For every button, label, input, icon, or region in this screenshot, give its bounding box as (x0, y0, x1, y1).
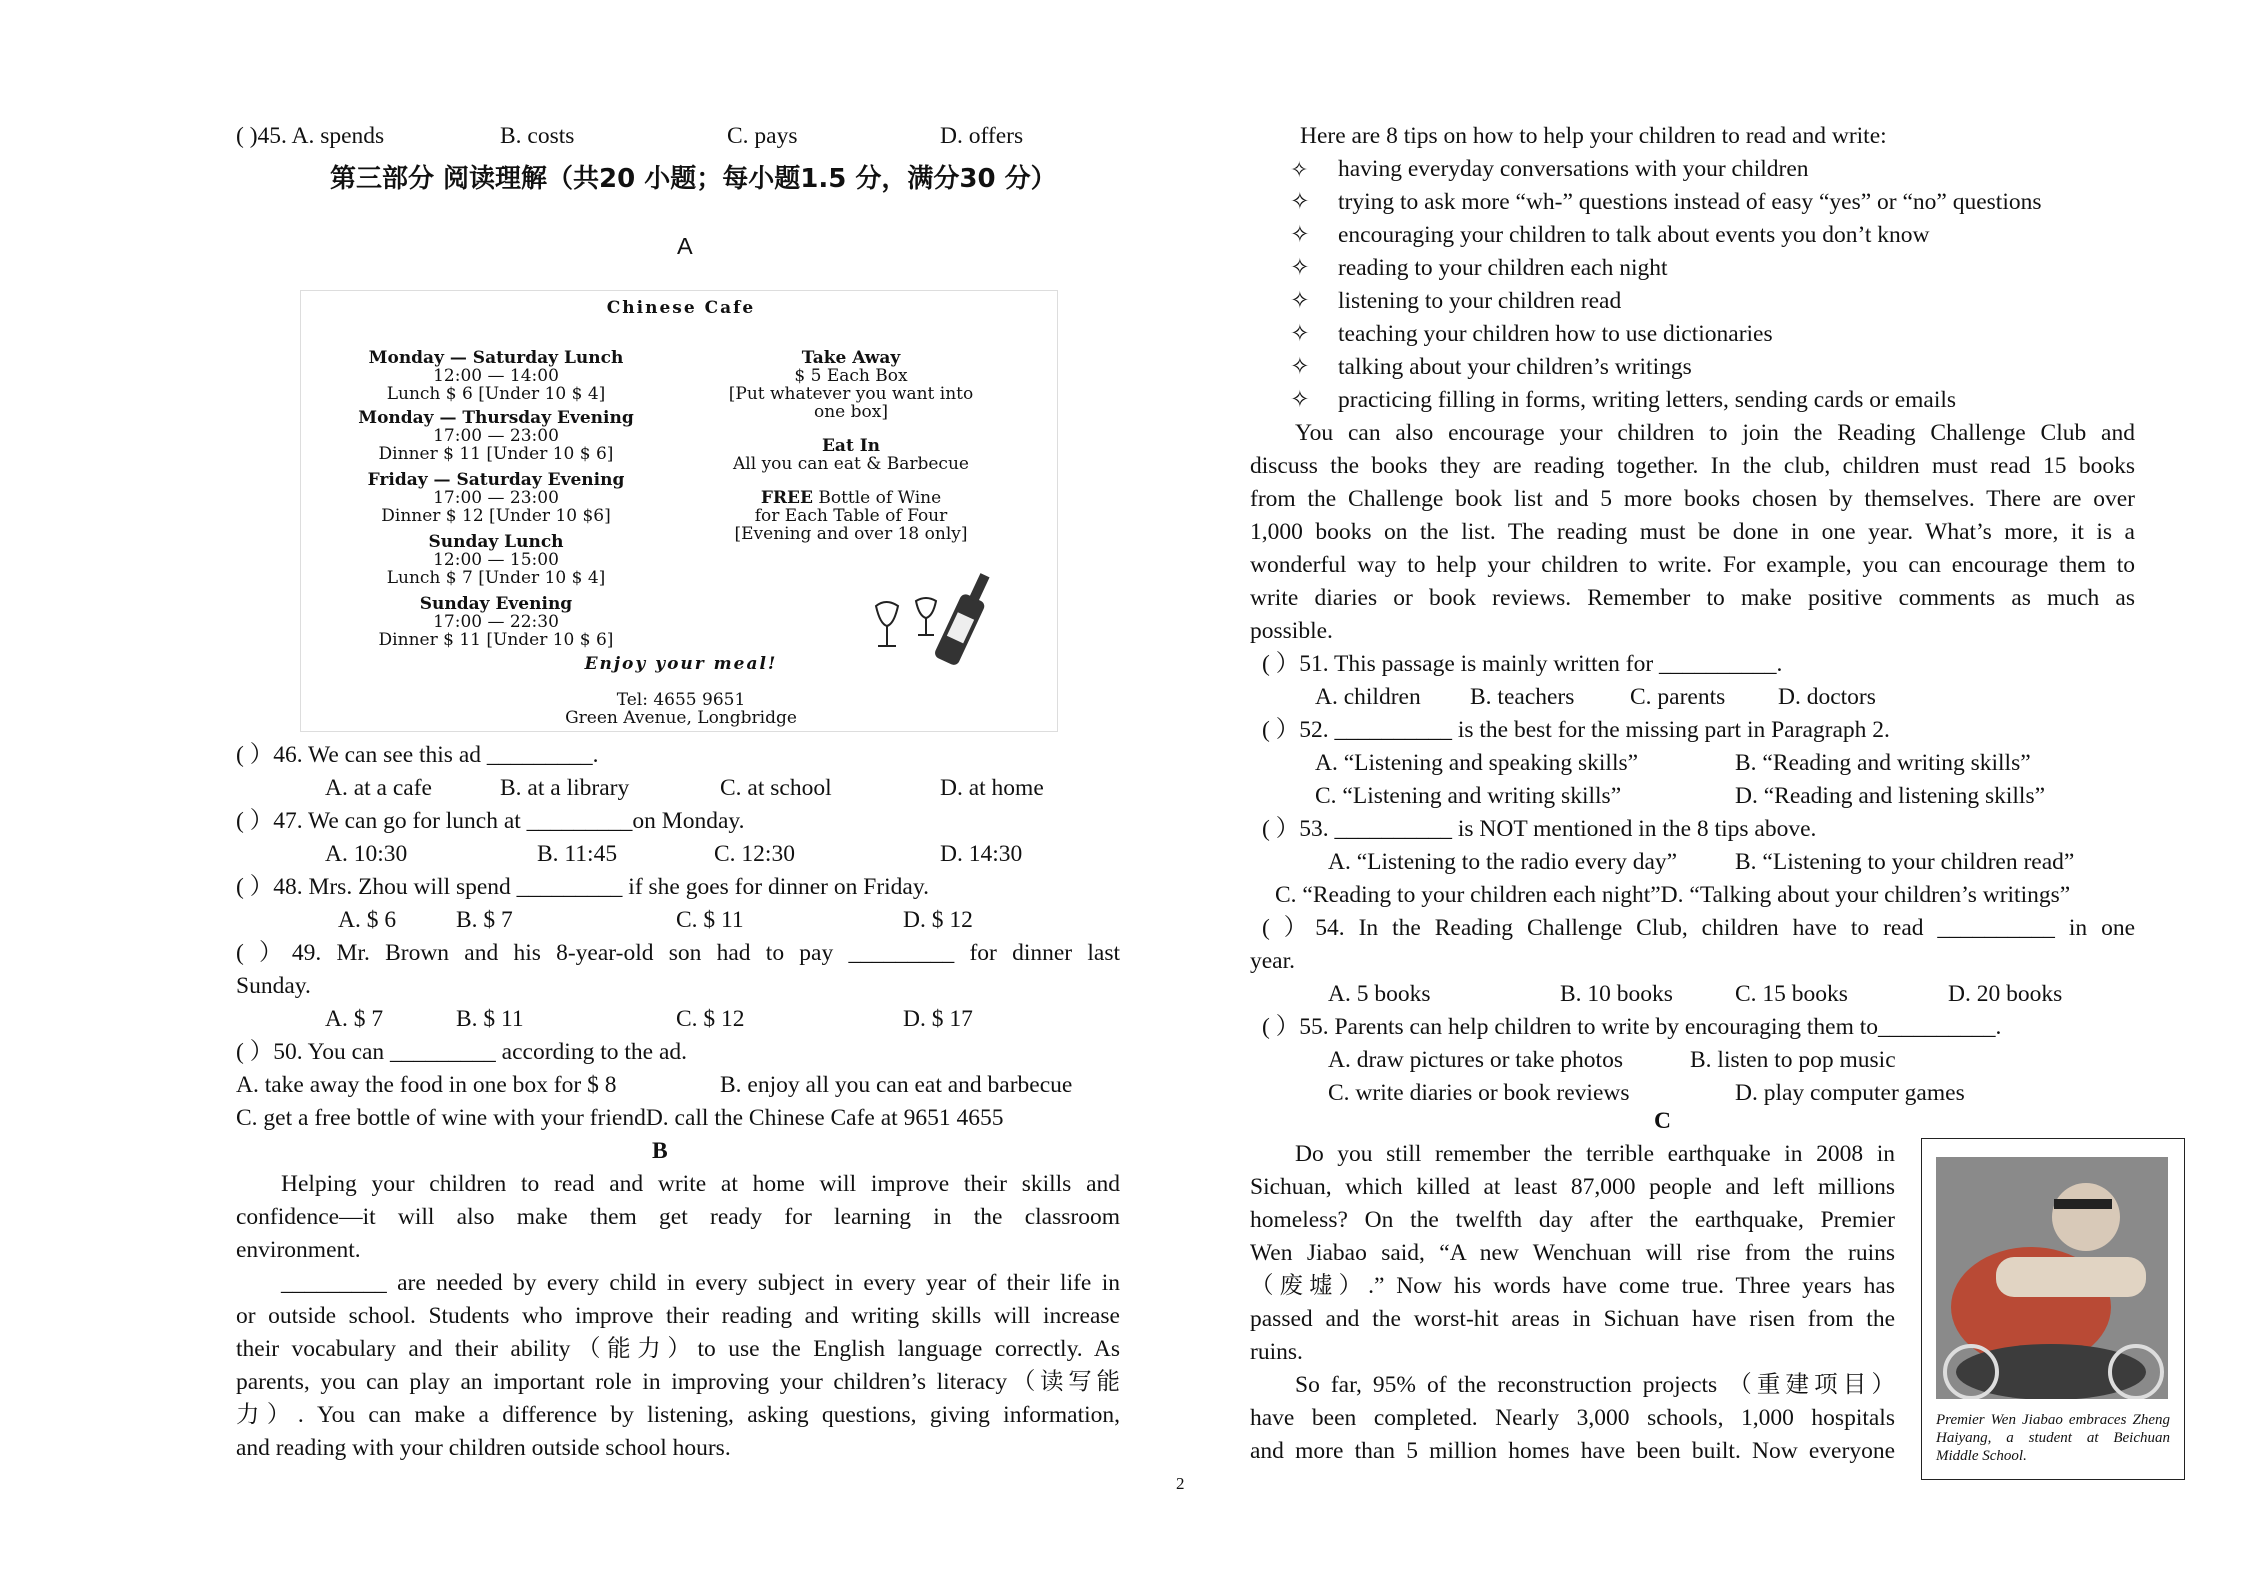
ad-line: [Put whatever you want into (728, 384, 974, 404)
q46-stem: ( ）46. We can see this ad _________. (236, 742, 599, 768)
ad-free-label: FREE (760, 488, 813, 508)
part-c-heading: C (1654, 1108, 1671, 1134)
part-a-heading: A (677, 233, 693, 259)
paragraph-line: homeless? On the twelfth day after the earthquake, Premier (1250, 1207, 1895, 1233)
ad-line: Lunch $ 6 [Under 10 $ 4] (386, 384, 606, 404)
q49-stem-cont: Sunday. (236, 973, 311, 999)
q45-option-d: D. offers (940, 123, 1024, 149)
embrace-photo-icon (1936, 1157, 2168, 1399)
q55-option-c: C. write diaries or book reviews (1328, 1080, 1630, 1106)
tip-item (1290, 285, 1622, 318)
q54-option-c: C. 15 books (1735, 981, 1848, 1007)
paragraph-line: or outside school. Students who improve their reading and writing skills will increase (236, 1303, 1120, 1329)
q47-stem: ( ）47. We can go for lunch at _________on Monday. (236, 808, 745, 834)
q47-option-b: B. 11:45 (537, 841, 618, 867)
q55-option-b: B. listen to pop music (1690, 1047, 1896, 1073)
tip-text: encouraging your children to talk about events you don’t know (1338, 222, 1930, 248)
q52-stem: ( ）52. __________ is the best for the missing part in Paragraph 2. (1262, 717, 1890, 743)
ad-line: 12:00 — 14:00 (433, 366, 559, 386)
ad-line: [Evening and over 18 only] (734, 524, 968, 544)
paragraph-line: 1,000 books on the list. The reading must be done in one year. What’s more, it is a (1250, 519, 2135, 545)
ad-line: Dinner $ 11 [Under 10 $ 6] (378, 444, 614, 464)
tip-item (1290, 219, 1930, 252)
q48-option-d: D. $ 12 (903, 907, 973, 933)
paragraph-line: So far, 95% of the reconstruction projects （重建项目） (1295, 1372, 1895, 1398)
wine-bottle-icon (856, 561, 1006, 671)
news-photo (1921, 1138, 2185, 1480)
q45-stem: ( )45. A. spends (236, 123, 385, 149)
paragraph-line: Do you still remember the terrible earthquake in 2008 in (1295, 1141, 1895, 1167)
paragraph-line: Sichuan, which killed at least 87,000 people and left millions (1250, 1174, 1895, 1200)
q47-option-c: C. 12:30 (714, 841, 795, 867)
q51-stem: ( ）51. This passage is mainly written for __________. (1262, 651, 1783, 677)
q53-option-a: A. “Listening to the radio every day” (1328, 849, 1678, 875)
chinese-cafe-ad (300, 290, 1058, 732)
ad-line: Monday — Saturday Lunch (368, 348, 624, 368)
diamond-icon: ✧ (1290, 354, 1310, 380)
q48-option-b: B. $ 7 (456, 907, 513, 933)
ad-line: for Each Table of Four (754, 506, 948, 526)
q54-stem: ( ）54. In the Reading Challenge Club, children have to read __________ in one (1262, 915, 2135, 941)
diamond-icon: ✧ (1290, 189, 1310, 215)
tip-item (1290, 318, 1773, 351)
ad-line: Dinner $ 11 [Under 10 $ 6] (378, 630, 614, 650)
tip-item (1290, 351, 1692, 384)
q49-stem: ( ）49. Mr. Brown and his 8-year-old son had to pay _________ for dinner last (236, 940, 1120, 966)
ad-line: $ 5 Each Box (794, 366, 908, 386)
section-title: 第三部分 阅读理解（共20 小题；每小题1.5 分，满分30 分） (330, 164, 1057, 194)
ad-line: Dinner $ 12 [Under 10 $6] (381, 506, 611, 526)
q51-option-c: C. parents (1630, 684, 1726, 710)
q50-stem: ( ）50. You can _________ according to the ad. (236, 1039, 687, 1065)
q52-option-d: D. “Reading and listening skills” (1735, 783, 2046, 809)
ad-footer: Enjoy your meal! (584, 654, 778, 674)
paragraph-line: Helping your children to read and write at home will improve their skills and (281, 1171, 1120, 1197)
ad-line: Eat In (821, 436, 881, 456)
tip-item (1290, 384, 1957, 417)
paragraph-line: wonderful way to help your children to write. For example, you can encourage them to (1250, 552, 2135, 578)
paragraph-line: discuss the books they are reading together. In the club, children must read 15 books (1250, 453, 2135, 479)
q53-option-b: B. “Listening to your children read” (1735, 849, 2075, 875)
ad-line (711, 489, 991, 507)
ad-line: Monday — Thursday Evening (358, 408, 634, 428)
diamond-icon: ✧ (1290, 255, 1310, 281)
paragraph-line: ruins. (1250, 1339, 1303, 1365)
paragraph-line: and reading with your children outside school hours. (236, 1435, 731, 1461)
q52-option-c: C. “Listening and writing skills” (1315, 783, 1622, 809)
q54-option-b: B. 10 books (1560, 981, 1673, 1007)
ad-title: Chinese Cafe (606, 298, 756, 318)
paragraph-line: passed and the worst-hit areas in Sichuan have risen from the (1250, 1306, 1895, 1332)
q53-option-cd: C. “Reading to your children each night”D. “Talking about your children’s writings” (1275, 882, 2071, 908)
q52-option-b: B. “Reading and writing skills” (1735, 750, 2031, 776)
q49-option-d: D. $ 17 (903, 1006, 973, 1032)
q51-option-b: B. teachers (1470, 684, 1575, 710)
q47-option-a: A. 10:30 (325, 841, 408, 867)
paragraph-line: Wen Jiabao said, “A new Wenchuan will rise from the ruins (1250, 1240, 1895, 1266)
q55-option-a: A. draw pictures or take photos (1328, 1047, 1623, 1073)
ad-line: 12:00 — 15:00 (433, 550, 559, 570)
photo-caption: Premier Wen Jiabao embraces Zheng Haiyang, a student at Beichuan Middle School. (1936, 1412, 2170, 1464)
diamond-icon: ✧ (1290, 387, 1310, 413)
q54-option-a: A. 5 books (1328, 981, 1431, 1007)
paragraph-line: possible. (1250, 618, 1333, 644)
tip-item (1290, 153, 1809, 187)
diamond-icon: ✧ (1290, 222, 1310, 248)
tip-text: talking about your children’s writings (1338, 354, 1692, 380)
paragraph-line: （废墟）.” Now his words have come true. Three years has (1250, 1273, 1895, 1299)
q46-option-d: D. at home (940, 775, 1044, 801)
q46-option-b: B. at a library (500, 775, 630, 801)
paragraph-line: _________ are needed by every child in every subject in every year of their life in (281, 1270, 1120, 1296)
tips-intro: Here are 8 tips on how to help your children to read and write: (1300, 123, 1887, 149)
paragraph-line: You can also encourage your children to join the Reading Challenge Club and (1295, 420, 2135, 446)
q46-option-a: A. at a cafe (325, 775, 432, 801)
ad-line: Take Away (801, 348, 901, 368)
paragraph-line: environment. (236, 1237, 361, 1263)
ad-line: Friday — Saturday Evening (367, 470, 625, 490)
q52-option-a: A. “Listening and speaking skills” (1315, 750, 1639, 776)
diamond-icon: ✧ (1290, 288, 1310, 314)
tip-text: teaching your children how to use dictionaries (1338, 321, 1773, 347)
q48-option-a: A. $ 6 (338, 907, 397, 933)
q55-stem: ( ）55. Parents can help children to write by encouraging them to__________. (1262, 1014, 2002, 1040)
q47-option-d: D. 14:30 (940, 841, 1023, 867)
tip-text: listening to your children read (1338, 288, 1622, 314)
ad-address: Green Avenue, Longbridge (565, 708, 797, 728)
q51-option-a: A. children (1315, 684, 1421, 710)
ad-line: Sunday Lunch (428, 532, 564, 552)
ad-line: one box] (814, 402, 888, 422)
paragraph-line: parents, you can play an important role in improving your children’s literacy（读写能 (236, 1369, 1120, 1395)
tip-text: having everyday conversations with your children (1338, 156, 1809, 182)
q53-stem: ( ）53. __________ is NOT mentioned in the 8 tips above. (1262, 816, 1817, 842)
q51-option-d: D. doctors (1778, 684, 1876, 710)
paragraph-line: write diaries or book reviews. Remember to make positive comments as much as (1250, 585, 2135, 611)
q50-option-a: A. take away the food in one box for $ 8 (236, 1072, 617, 1098)
q46-option-c: C. at school (720, 775, 832, 801)
diamond-icon: ✧ (1290, 157, 1309, 182)
q50-option-b: B. enjoy all you can eat and barbecue (720, 1072, 1073, 1098)
ad-line: 17:00 — 23:00 (433, 426, 559, 446)
tip-text: reading to your children each night (1338, 255, 1668, 281)
ad-line: Lunch $ 7 [Under 10 $ 4] (386, 568, 606, 588)
paragraph-line: their vocabulary and their ability（能力）to use the English language correctly. As (236, 1336, 1120, 1362)
tip-item (1290, 186, 2042, 219)
q45-option-b: B. costs (500, 123, 575, 149)
paragraph-line: from the Challenge book list and 5 more books chosen by themselves. There are over (1250, 486, 2135, 512)
paragraph-line: confidence—it will also make them get ready for learning in the classroom (236, 1204, 1120, 1230)
q48-stem: ( ）48. Mrs. Zhou will spend _________ if she goes for dinner on Friday. (236, 874, 929, 900)
q55-option-d: D. play computer games (1735, 1080, 1965, 1106)
q54-option-d: D. 20 books (1948, 981, 2063, 1007)
q50-option-cd: C. get a free bottle of wine with your friendD. call the Chinese Cafe at 9651 4655 (236, 1105, 1004, 1131)
q49-option-a: A. $ 7 (325, 1006, 384, 1032)
q49-option-b: B. $ 11 (456, 1006, 524, 1032)
ad-line: 17:00 — 23:00 (433, 488, 559, 508)
part-b-heading: B (652, 1138, 668, 1164)
tip-text: trying to ask more “wh-” questions instead of easy “yes” or “no” questions (1338, 189, 2042, 215)
page-number: 2 (1176, 1474, 1185, 1493)
ad-line: Sunday Evening (419, 594, 573, 614)
q49-option-c: C. $ 12 (676, 1006, 745, 1032)
paragraph-line: have been completed. Nearly 3,000 schools, 1,000 hospitals (1250, 1405, 1895, 1431)
ad-line: All you can eat & Barbecue (733, 454, 969, 474)
diamond-icon: ✧ (1290, 321, 1310, 347)
ad-line: 17:00 — 22:30 (433, 612, 559, 632)
q48-option-c: C. $ 11 (676, 907, 744, 933)
tip-text: practicing filling in forms, writing letters, sending cards or emails (1338, 387, 1957, 413)
paragraph-line: and more than 5 million homes have been built. Now everyone (1250, 1438, 1895, 1464)
ad-telephone: Tel: 4655 9651 (616, 690, 746, 710)
tip-item (1290, 252, 1668, 285)
q54-stem-cont: year. (1250, 948, 1296, 974)
ad-free-text: Bottle of Wine (812, 488, 942, 508)
paragraph-line: 力）. You can make a difference by listening, asking questions, giving information, (236, 1402, 1120, 1428)
photo-image (1936, 1157, 2168, 1399)
q45-option-c: C. pays (727, 123, 798, 149)
